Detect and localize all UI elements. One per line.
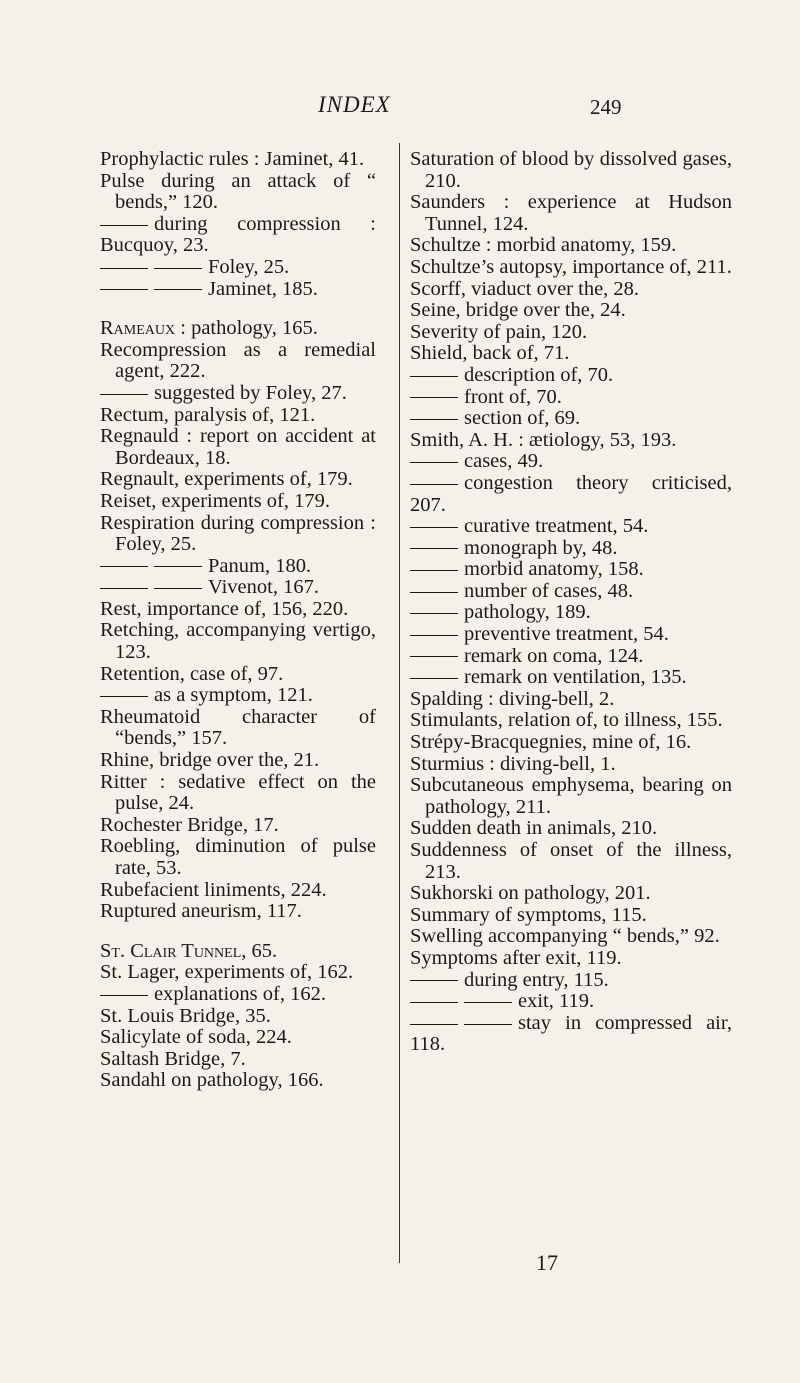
index-column-left: [100, 149, 376, 1092]
page-title: INDEX: [318, 92, 391, 117]
index-subentry: description of, 70.: [410, 365, 732, 387]
ditto-dash: [100, 566, 148, 567]
index-subentry: remark on coma, 124.: [410, 646, 732, 668]
index-entry: St. Clair Tunnel, 65.: [100, 939, 278, 962]
index-entry: Symptoms after exit, 119.: [410, 946, 622, 969]
index-entry: Subcutaneous emphysema, bearing on pathology, 211.: [410, 774, 732, 818]
section-gap: [100, 300, 376, 318]
ditto-dash: [410, 635, 458, 636]
index-subentry: during entry, 115.: [410, 970, 732, 992]
ditto-dash: [154, 566, 202, 567]
index-entry: Smith, A. H. : ætiology, 53, 193.: [410, 428, 677, 451]
index-entry: Sturmius : diving-bell, 1.: [410, 752, 616, 775]
ditto-dash: [410, 484, 458, 485]
index-entry: Stimulants, relation of, to illness, 155.: [410, 709, 723, 732]
index-subentry: section of, 69.: [410, 408, 732, 430]
index-entry: Regnauld : report on accident at Bordeaux, 18.: [100, 425, 376, 469]
index-entry: Reiset, experiments of, 179.: [100, 489, 331, 512]
column-divider: [399, 143, 400, 1263]
ditto-dash: [410, 397, 458, 398]
ditto-dash: [410, 376, 458, 377]
index-entry: Schultze : morbid anatomy, 159.: [410, 234, 677, 257]
index-entry: Scorff, viaduct over the, 28.: [410, 277, 640, 300]
index-entry: Rectum, paralysis of, 121.: [100, 403, 316, 426]
index-entry: Swelling accompanying “ bends,” 92.: [410, 925, 720, 948]
index-subentry: explanations of, 162.: [100, 984, 376, 1006]
ditto-dash: [410, 419, 458, 420]
page-header: [0, 92, 800, 122]
index-entry: Rest, importance of, 156, 220.: [100, 597, 349, 620]
ditto-dash: [100, 268, 148, 269]
ditto-dash: [100, 289, 148, 290]
index-entry: Recompression as a remedial agent, 222.: [100, 338, 376, 383]
index-subentry: Panum, 180.: [100, 556, 376, 578]
index-subentry: as a symptom, 121.: [100, 685, 376, 707]
ditto-dash: [100, 394, 148, 395]
ditto-dash: [410, 678, 458, 679]
index-entry: Ritter : sedative effect on the pulse, 24.: [100, 770, 376, 815]
index-entry: Strépy-Bracquegnies, mine of, 16.: [410, 731, 692, 754]
index-subentry: morbid anatomy, 158.: [410, 559, 732, 581]
index-entry: Rubefacient liniments, 224.: [100, 878, 327, 901]
index-subentry: Vivenot, 167.: [100, 577, 376, 599]
ditto-dash: [154, 289, 202, 290]
index-subentry: stay in compressed air, 118.: [410, 1011, 732, 1056]
index-subentry: cases, 49.: [410, 451, 732, 473]
section-gap: [100, 923, 376, 941]
index-entry: Rhine, bridge over the, 21.: [100, 749, 320, 772]
ditto-dash: [154, 268, 202, 269]
ditto-dash: [410, 592, 458, 593]
index-entry: Shield, back of, 71.: [410, 342, 570, 365]
ditto-dash: [410, 548, 458, 549]
index-subentry: exit, 119.: [410, 991, 732, 1013]
index-entry: Spalding : diving-bell, 2.: [410, 687, 615, 710]
index-entry: Saunders : experience at Hudson Tunnel, 124.: [410, 191, 732, 235]
index-entry: Roebling, diminution of pulse rate, 53.: [100, 835, 376, 879]
index-entry: Ruptured aneurism, 117.: [100, 900, 302, 923]
ditto-dash: [464, 1024, 512, 1025]
index-entry: Sukhorski on pathology, 201.: [410, 882, 651, 905]
index-entry: Respiration during compression : Foley, 25.: [100, 511, 376, 556]
index-subentry: front of, 70.: [410, 387, 732, 409]
ditto-dash: [410, 1002, 458, 1003]
ditto-dash: [410, 1024, 458, 1025]
index-subentry: during compression : Bucquoy, 23.: [100, 212, 376, 257]
index-subentry: Jaminet, 185.: [100, 279, 376, 301]
index-subentry: monograph by, 48.: [410, 538, 732, 560]
ditto-dash: [100, 995, 148, 996]
index-entry: Regnault, experiments of, 179.: [100, 468, 353, 491]
page-number: 249: [590, 95, 622, 119]
index-subentry: pathology, 189.: [410, 602, 732, 624]
ditto-dash: [410, 980, 458, 981]
signature-mark: 17: [536, 1250, 558, 1275]
ditto-dash: [410, 570, 458, 571]
index-entry: Retching, accompanying vertigo, 123.: [100, 619, 376, 664]
ditto-dash: [410, 613, 458, 614]
ditto-dash: [154, 588, 202, 589]
ditto-dash: [100, 225, 148, 226]
index-entry: Rameaux : pathology, 165.: [100, 317, 318, 340]
ditto-dash: [410, 462, 458, 463]
index-entry: Sandahl on pathology, 166.: [100, 1069, 324, 1092]
ditto-dash: [100, 696, 148, 697]
ditto-dash: [464, 1002, 512, 1003]
index-entry: Suddenness of onset of the illness, 213.: [410, 839, 732, 883]
index-entry: Sudden death in animals, 210.: [410, 817, 658, 840]
ditto-dash: [100, 588, 148, 589]
index-entry: Rheumatoid character of “bends,” 157.: [100, 705, 376, 750]
index-subentry: suggested by Foley, 27.: [100, 383, 376, 405]
index-entry: St. Lager, experiments of, 162.: [100, 961, 354, 984]
index-entry: Schultze’s autopsy, importance of, 211.: [410, 255, 732, 278]
index-column-right: [410, 149, 732, 1056]
index-entry: Pulse during an attack of “ bends,” 120.: [100, 169, 376, 214]
index-entry: Prophylactic rules : Jaminet, 41.: [100, 148, 365, 170]
index-subentry: number of cases, 48.: [410, 581, 732, 603]
ditto-dash: [410, 527, 458, 528]
index-subentry: preventive treatment, 54.: [410, 624, 732, 646]
index-subentry: curative treatment, 54.: [410, 516, 732, 538]
ditto-dash: [410, 656, 458, 657]
index-subentry: remark on ventilation, 135.: [410, 667, 732, 689]
index-subentry: congestion theory criticised, 207.: [410, 471, 732, 516]
index-entry: Retention, case of, 97.: [100, 662, 284, 685]
index-entry: Salicylate of soda, 224.: [100, 1026, 292, 1049]
index-subentry: Foley, 25.: [100, 257, 376, 279]
index-entry: Seine, bridge over the, 24.: [410, 299, 626, 322]
index-entry: Saltash Bridge, 7.: [100, 1047, 246, 1070]
index-entry: St. Louis Bridge, 35.: [100, 1004, 271, 1027]
index-entry: Rochester Bridge, 17.: [100, 813, 279, 836]
index-entry: Summary of symptoms, 115.: [410, 903, 647, 926]
index-entry: Saturation of blood by dissolved gases, 210.: [410, 148, 732, 192]
index-entry: Severity of pain, 120.: [410, 320, 588, 343]
